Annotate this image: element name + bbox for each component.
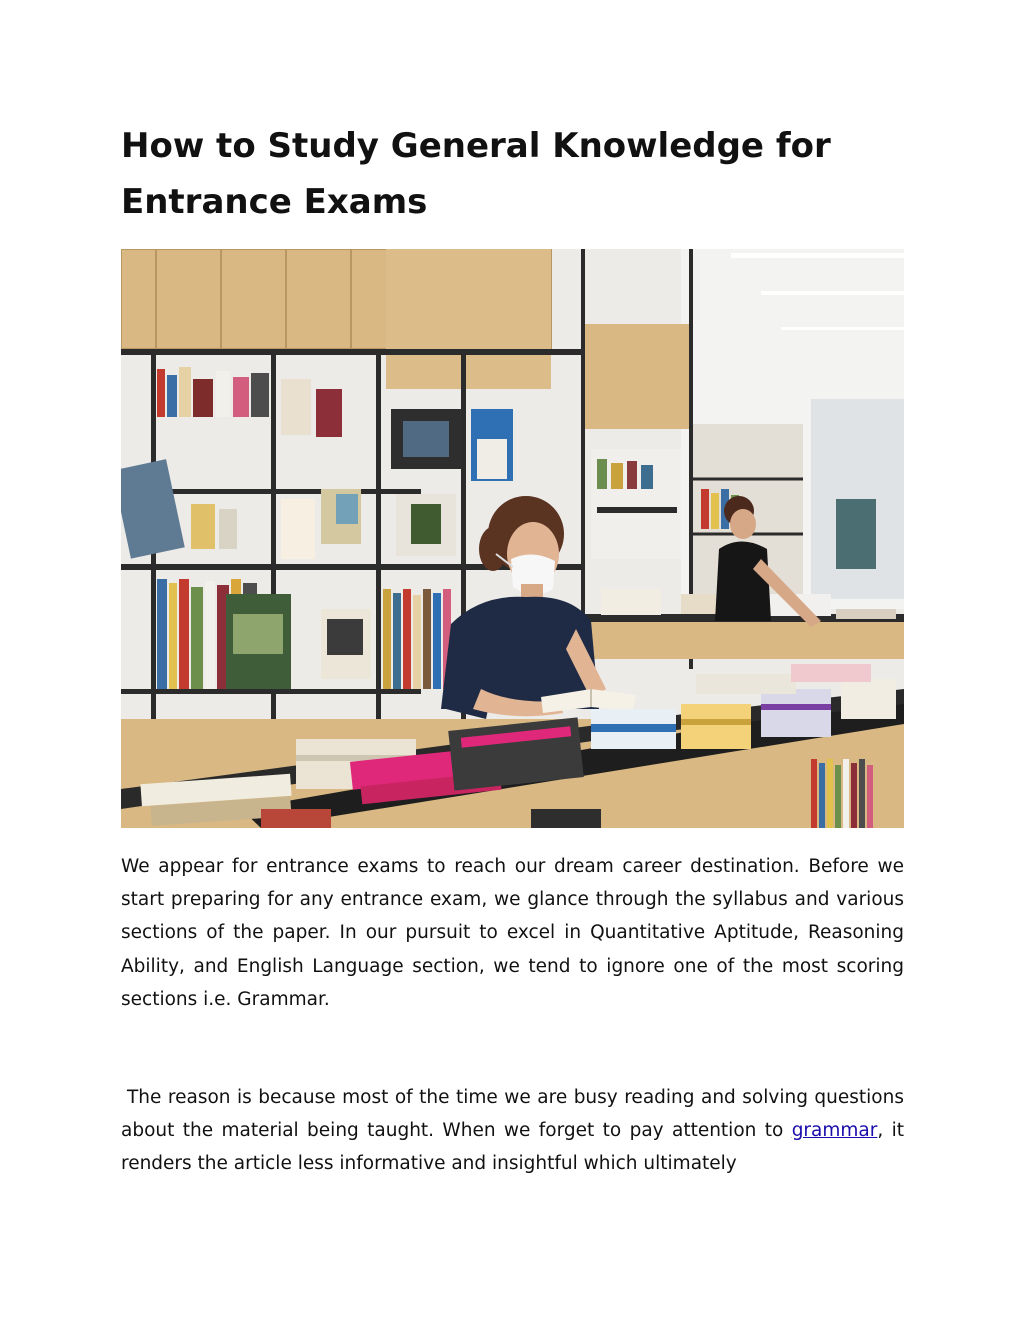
reason-paragraph <box>121 1081 904 1181</box>
bookstore-photo <box>121 249 904 828</box>
page-title: How to Study General Knowledge for Entrance Exams <box>121 126 831 222</box>
grammar-link[interactable]: grammar <box>791 1120 878 1142</box>
intro-paragraph: We appear for entrance exams to reach our dream career destination. Before we start preparing for any entrance exam, we glance through the syllabus and various sections of the paper. In our pursuit to excel in Quantitative Aptitude, Reasoning Ability, and English Language section, we tend to ignore one of the most scoring sections i.e. Grammar. <box>121 856 904 1010</box>
reason-text-before-link: The reason is because most of the time we are busy reading and solving questions about the material being taught. When we forget to pay attention to <box>121 1087 904 1142</box>
reason-text-after-link: , it renders the article less informative and insightful which ultimately <box>121 1120 904 1175</box>
